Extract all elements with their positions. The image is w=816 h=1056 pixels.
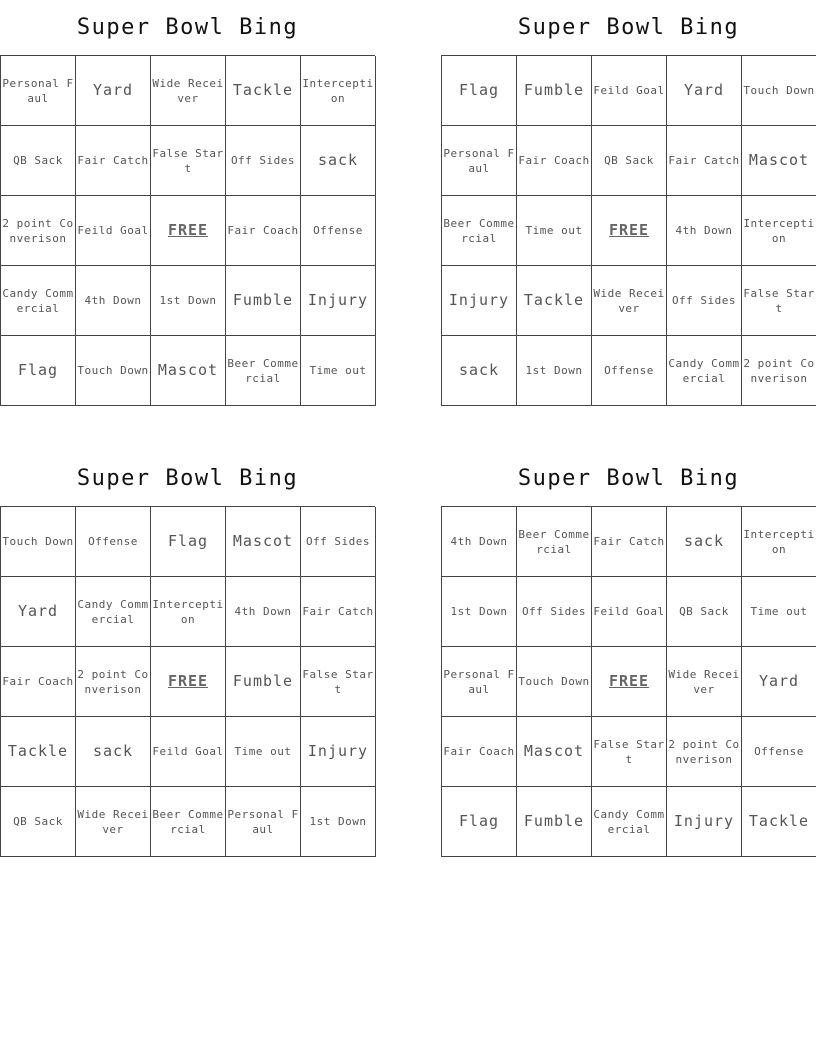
bingo-cell: 1st Down xyxy=(301,787,376,857)
bingo-cell: Beer Commercial xyxy=(517,507,592,577)
bingo-cell: 2 point Converison xyxy=(667,717,742,787)
bingo-cell: Fair Coach xyxy=(226,196,301,266)
bingo-card-2 xyxy=(441,0,816,406)
bingo-cell: Personal Faul xyxy=(1,56,76,126)
bingo-cell: Interception xyxy=(742,196,816,266)
bingo-cell: Candy Commercial xyxy=(76,577,151,647)
bingo-grid xyxy=(441,55,816,406)
bingo-cell: Offense xyxy=(301,196,376,266)
bingo-cell: Fair Catch xyxy=(76,126,151,196)
bingo-cell: Injury xyxy=(667,787,742,857)
bingo-cell: Beer Commercial xyxy=(226,336,301,406)
bingo-cell: Personal Faul xyxy=(442,126,517,196)
bingo-cell: False Start xyxy=(151,126,226,196)
bingo-cell: Wide Receiver xyxy=(76,787,151,857)
bingo-cell: Time out xyxy=(301,336,376,406)
bingo-cell: Interception xyxy=(301,56,376,126)
bingo-cell: Injury xyxy=(301,717,376,787)
bingo-cell: QB Sack xyxy=(1,787,76,857)
bingo-cell: Off Sides xyxy=(667,266,742,336)
bingo-cell: Fair Catch xyxy=(667,126,742,196)
bingo-cell: Touch Down xyxy=(1,507,76,577)
bingo-cell: Feild Goal xyxy=(592,577,667,647)
bingo-cell: 4th Down xyxy=(442,507,517,577)
bingo-cell: Mascot xyxy=(742,126,816,196)
bingo-cell: Touch Down xyxy=(76,336,151,406)
bingo-grid xyxy=(0,506,375,857)
bingo-cell: 1st Down xyxy=(442,577,517,647)
bingo-cell: sack xyxy=(667,507,742,577)
bingo-cell: Fair Catch xyxy=(592,507,667,577)
bingo-cell: Tackle xyxy=(517,266,592,336)
bingo-cell: Tackle xyxy=(1,717,76,787)
free-space-cell: FREE xyxy=(151,647,226,717)
bingo-card-3 xyxy=(0,451,375,857)
bingo-cell: Yard xyxy=(1,577,76,647)
card-title: Super Bowl Bing xyxy=(76,466,299,491)
bingo-cell: Candy Commercial xyxy=(1,266,76,336)
bingo-cell: Yard xyxy=(742,647,816,717)
bingo-cell: QB Sack xyxy=(1,126,76,196)
bingo-card-4 xyxy=(441,451,816,857)
bingo-cell: Wide Receiver xyxy=(667,647,742,717)
bingo-cell: Offense xyxy=(76,507,151,577)
bingo-cell: Flag xyxy=(1,336,76,406)
bingo-cell: False Start xyxy=(301,647,376,717)
card-title: Super Bowl Bing xyxy=(517,466,740,491)
bingo-cell: 1st Down xyxy=(517,336,592,406)
bingo-cell: Off Sides xyxy=(517,577,592,647)
bingo-cell: Wide Receiver xyxy=(151,56,226,126)
free-space-cell: FREE xyxy=(592,647,667,717)
bingo-cell: Flag xyxy=(151,507,226,577)
bingo-cell: Touch Down xyxy=(517,647,592,717)
bingo-cell: Fumble xyxy=(517,787,592,857)
bingo-cell: 2 point Converison xyxy=(742,336,816,406)
bingo-cell: sack xyxy=(76,717,151,787)
bingo-cell: Personal Faul xyxy=(442,647,517,717)
bingo-cell: Candy Commercial xyxy=(667,336,742,406)
bingo-cell: Flag xyxy=(442,56,517,126)
bingo-cell: Injury xyxy=(301,266,376,336)
bingo-cell: Mascot xyxy=(517,717,592,787)
bingo-cell: sack xyxy=(301,126,376,196)
bingo-cell: Beer Commercial xyxy=(151,787,226,857)
bingo-cell: 1st Down xyxy=(151,266,226,336)
bingo-cell: Fair Catch xyxy=(301,577,376,647)
bingo-cell: Yard xyxy=(667,56,742,126)
bingo-cell: Offense xyxy=(742,717,816,787)
bingo-cell: Mascot xyxy=(151,336,226,406)
bingo-cell: Off Sides xyxy=(226,126,301,196)
bingo-cell: Fair Coach xyxy=(442,717,517,787)
bingo-cell: 4th Down xyxy=(226,577,301,647)
bingo-cell: Beer Commercial xyxy=(442,196,517,266)
bingo-cell: Tackle xyxy=(226,56,301,126)
card-title: Super Bowl Bing xyxy=(517,15,740,40)
bingo-cell: Tackle xyxy=(742,787,816,857)
bingo-cell: Wide Receiver xyxy=(592,266,667,336)
bingo-cell: Fumble xyxy=(226,647,301,717)
bingo-cell: QB Sack xyxy=(592,126,667,196)
card-title: Super Bowl Bing xyxy=(76,15,299,40)
bingo-grid xyxy=(0,55,375,406)
bingo-cell: Candy Commercial xyxy=(592,787,667,857)
free-space-cell: FREE xyxy=(151,196,226,266)
bingo-cell: Feild Goal xyxy=(151,717,226,787)
bingo-cell: Offense xyxy=(592,336,667,406)
bingo-cell: Interception xyxy=(151,577,226,647)
bingo-cell: Feild Goal xyxy=(592,56,667,126)
bingo-cell: Fumble xyxy=(226,266,301,336)
bingo-cell: Interception xyxy=(742,507,816,577)
bingo-cell: Mascot xyxy=(226,507,301,577)
bingo-cell: 4th Down xyxy=(667,196,742,266)
bingo-cell: Time out xyxy=(226,717,301,787)
bingo-cell: Feild Goal xyxy=(76,196,151,266)
bingo-cell: 2 point Converison xyxy=(76,647,151,717)
bingo-cell: Fair Coach xyxy=(1,647,76,717)
bingo-cell: 2 point Converison xyxy=(1,196,76,266)
bingo-cell: Fumble xyxy=(517,56,592,126)
bingo-cell: sack xyxy=(442,336,517,406)
bingo-cell: False Start xyxy=(592,717,667,787)
bingo-cell: Off Sides xyxy=(301,507,376,577)
free-space-cell: FREE xyxy=(592,196,667,266)
bingo-card-1 xyxy=(0,0,375,406)
bingo-cell: False Start xyxy=(742,266,816,336)
bingo-cell: Yard xyxy=(76,56,151,126)
bingo-cell: Time out xyxy=(742,577,816,647)
bingo-cell: Fair Coach xyxy=(517,126,592,196)
bingo-cell: Time out xyxy=(517,196,592,266)
bingo-cell: Touch Down xyxy=(742,56,816,126)
bingo-cell: 4th Down xyxy=(76,266,151,336)
bingo-cell: QB Sack xyxy=(667,577,742,647)
bingo-cell: Injury xyxy=(442,266,517,336)
bingo-cell: Flag xyxy=(442,787,517,857)
bingo-grid xyxy=(441,506,816,857)
bingo-cell: Personal Faul xyxy=(226,787,301,857)
